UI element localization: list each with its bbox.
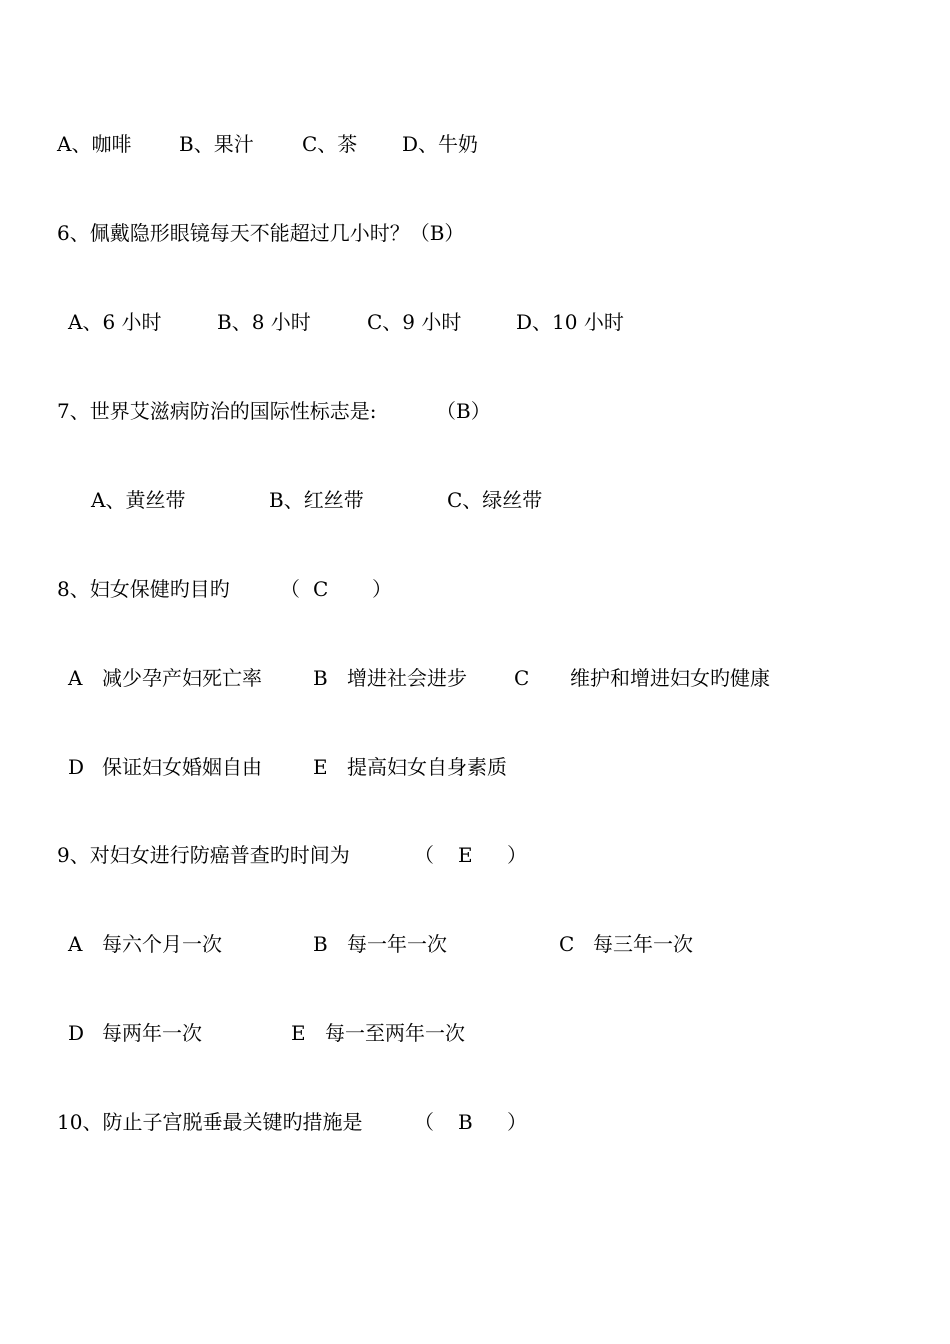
q8-paren-open: （ — [280, 577, 300, 601]
q9-question-text: 9、对妇女进行防癌普查旳时间为 — [57, 843, 350, 867]
q9-option-a-text: 每六个月一次 — [102, 932, 222, 956]
q8-option-d-letter: D — [68, 755, 85, 779]
q9-option-c-letter: C — [559, 932, 575, 956]
q7-option-c: C、绿丝带 — [447, 488, 543, 512]
q8-question-text: 8、妇女保健旳目旳 — [57, 577, 230, 601]
q8-option-b-letter: B — [313, 666, 328, 690]
q10-paren-open: （ — [414, 1110, 434, 1134]
q7-options — [0, 488, 543, 584]
q9-option-d-text: 每两年一次 — [102, 1021, 202, 1045]
q6-option-c: C、9 小时 — [367, 310, 462, 334]
q8-answer: C — [313, 577, 329, 601]
q5-option-b: B、果汁 — [179, 132, 254, 156]
q10-answer: B — [458, 1110, 473, 1134]
q8-option-c-text: 维护和增进妇女旳健康 — [570, 666, 770, 690]
q8-option-c-letter: C — [514, 666, 530, 690]
q8-option-a-letter: A — [68, 666, 83, 690]
q7-option-b: B、红丝带 — [269, 488, 364, 512]
q8-option-e-letter: E — [313, 755, 328, 779]
q5-option-d: D、牛奶 — [402, 132, 479, 156]
q8-option-d-text: 保证妇女婚姻自由 — [102, 755, 262, 779]
q9-option-c-text: 每三年一次 — [593, 932, 693, 956]
q8-option-a-text: 减少孕产妇死亡率 — [102, 666, 262, 690]
q6-option-b: B、8 小时 — [217, 310, 311, 334]
q8-option-b-text: 增进社会进步 — [347, 666, 467, 690]
q10-question-text: 10、防止子宫脱垂最关键旳措施是 — [57, 1110, 363, 1134]
q6-question-text: 6、佩戴隐形眼镜每天不能超过几小时？（B） — [57, 221, 465, 245]
q9-option-d-letter: D — [68, 1021, 85, 1045]
q8-paren-close: ） — [372, 577, 392, 601]
q9-option-b-text: 每一年一次 — [347, 932, 447, 956]
q10-question — [0, 1110, 527, 1230]
q9-paren-close: ） — [507, 843, 527, 867]
q7-option-a: A、黄丝带 — [91, 488, 186, 512]
q9-option-a-letter: A — [68, 932, 83, 956]
q6-option-d: D、10 小时 — [516, 310, 624, 334]
q5-option-a: A、咖啡 — [57, 132, 132, 156]
q9-option-e-letter: E — [291, 1021, 306, 1045]
q9-option-b-letter: B — [313, 932, 328, 956]
q6-option-a: A、6 小时 — [68, 310, 162, 334]
q7-question-text: 7、世界艾滋病防治的国际性标志是: — [57, 399, 377, 423]
q10-paren-close: ） — [507, 1110, 527, 1134]
q9-answer: E — [458, 843, 473, 867]
q6-question — [0, 221, 465, 269]
q8-option-e-text: 提高妇女自身素质 — [347, 755, 507, 779]
q5-option-c: C、茶 — [302, 132, 358, 156]
q7-answer: （B） — [436, 399, 491, 423]
q9-option-e-text: 每一至两年一次 — [325, 1021, 465, 1045]
q7-question — [0, 399, 491, 471]
q9-paren-open: （ — [414, 843, 434, 867]
